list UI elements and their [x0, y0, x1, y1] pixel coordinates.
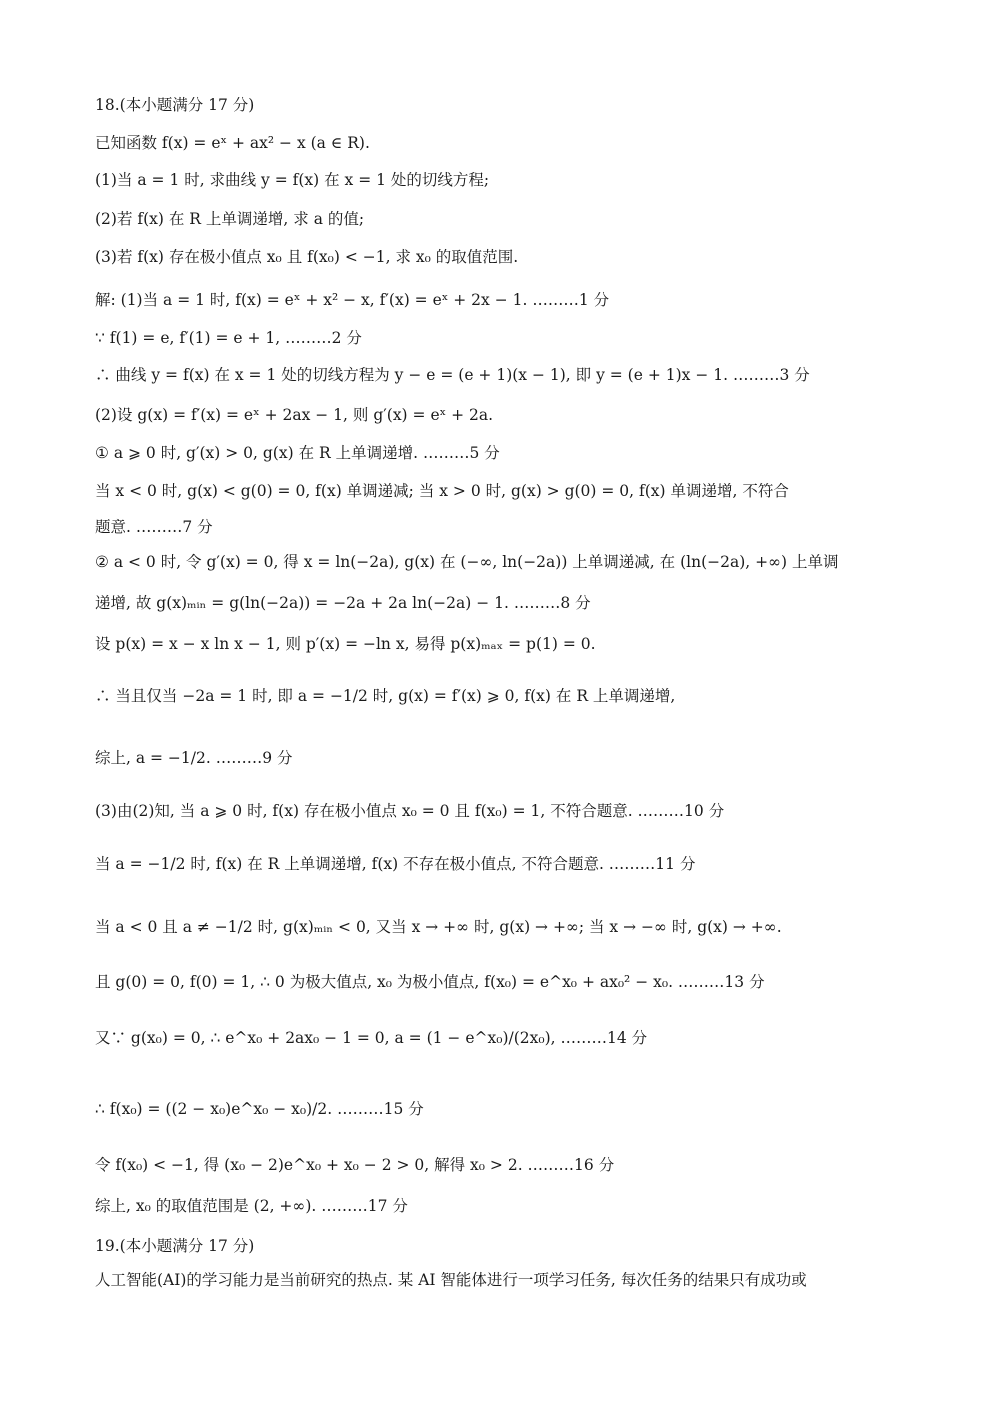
solution-line: 当 a < 0 且 a ≠ −1/2 时, g(x)ₘᵢₙ < 0, 又当 x → +∞ 时, g(x) → +∞; 当 x → −∞ 时, g(x) → +∞. — [95, 918, 782, 936]
solution-line: 当 a = −1/2 时, f(x) 在 R 上单调递增, f(x) 不存在极小值点, 不符合题意. ………11 分 — [95, 855, 696, 873]
solution-line: (2)设 g(x) = f′(x) = eˣ + 2ax − 1, 则 g′(x) = eˣ + 2a. — [95, 406, 494, 424]
problem-18-question-3: (3)若 f(x) 存在极小值点 x₀ 且 f(x₀) < −1, 求 x₀ 的取值范围. — [95, 248, 519, 266]
solution-line: ∴ 当且仅当 −2a = 1 时, 即 a = −1/2 时, g(x) = f′(x) ⩾ 0, f(x) 在 R 上单调递增, — [95, 687, 676, 705]
solution-line: 当 x < 0 时, g(x) < g(0) = 0, f(x) 单调递减; 当 x > 0 时, g(x) > g(0) = 0, f(x) 单调递增, 不符合 — [95, 482, 789, 500]
problem-19-statement: 人工智能(AI)的学习能力是当前研究的热点. 某 AI 智能体进行一项学习任务, 每次任务的结果只有成功或 — [95, 1271, 807, 1289]
solution-line: 解: (1)当 a = 1 时, f(x) = eˣ + x² − x, f′(x) = eˣ + 2x − 1. ………1 分 — [95, 291, 610, 309]
solution-line: (3)由(2)知, 当 a ⩾ 0 时, f(x) 存在极小值点 x₀ = 0 且 f(x₀) = 1, 不符合题意. ………10 分 — [95, 802, 725, 820]
solution-line: ① a ⩾ 0 时, g′(x) > 0, g(x) 在 R 上单调递增. ………5 分 — [95, 444, 500, 462]
problem-18-header: 18.(本小题满分 17 分) — [95, 96, 255, 114]
solution-line: 递增, 故 g(x)ₘᵢₙ = g(ln(−2a)) = −2a + 2a ln(−2a) − 1. ………8 分 — [95, 594, 591, 612]
solution-line: 设 p(x) = x − x ln x − 1, 则 p′(x) = −ln x, 易得 p(x)ₘₐₓ = p(1) = 0. — [95, 635, 596, 653]
solution-line: 又∵ g(x₀) = 0, ∴ e^x₀ + 2ax₀ − 1 = 0, a = (1 − e^x₀)/(2x₀), ………14 分 — [95, 1029, 648, 1047]
problem-18-statement: 已知函数 f(x) = eˣ + ax² − x (a ∈ R). — [95, 134, 370, 152]
solution-line: ∵ f(1) = e, f′(1) = e + 1, ………2 分 — [95, 329, 362, 347]
solution-line: ② a < 0 时, 令 g′(x) = 0, 得 x = ln(−2a), g(x) 在 (−∞, ln(−2a)) 上单调递减, 在 (ln(−2a), +∞) 上单调 — [95, 553, 839, 571]
solution-line: 令 f(x₀) < −1, 得 (x₀ − 2)e^x₀ + x₀ − 2 > 0, 解得 x₀ > 2. ………16 分 — [95, 1156, 615, 1174]
solution-line: 且 g(0) = 0, f(0) = 1, ∴ 0 为极大值点, x₀ 为极小值点, f(x₀) = e^x₀ + ax₀² − x₀. ………13 分 — [95, 973, 765, 991]
solution-line: ∴ f(x₀) = ((2 − x₀)e^x₀ − x₀)/2. ………15 分 — [95, 1100, 424, 1118]
solution-line: 综上, a = −1/2. ………9 分 — [95, 749, 293, 767]
solution-line: 综上, x₀ 的取值范围是 (2, +∞). ………17 分 — [95, 1197, 408, 1215]
problem-19-header: 19.(本小题满分 17 分) — [95, 1237, 255, 1255]
solution-line: ∴ 曲线 y = f(x) 在 x = 1 处的切线方程为 y − e = (e + 1)(x − 1), 即 y = (e + 1)x − 1. ………3 分 — [95, 366, 810, 384]
problem-18-question-1: (1)当 a = 1 时, 求曲线 y = f(x) 在 x = 1 处的切线方程; — [95, 171, 490, 189]
problem-18-question-2: (2)若 f(x) 在 R 上单调递增, 求 a 的值; — [95, 210, 365, 228]
solution-line: 题意. ………7 分 — [95, 518, 213, 536]
